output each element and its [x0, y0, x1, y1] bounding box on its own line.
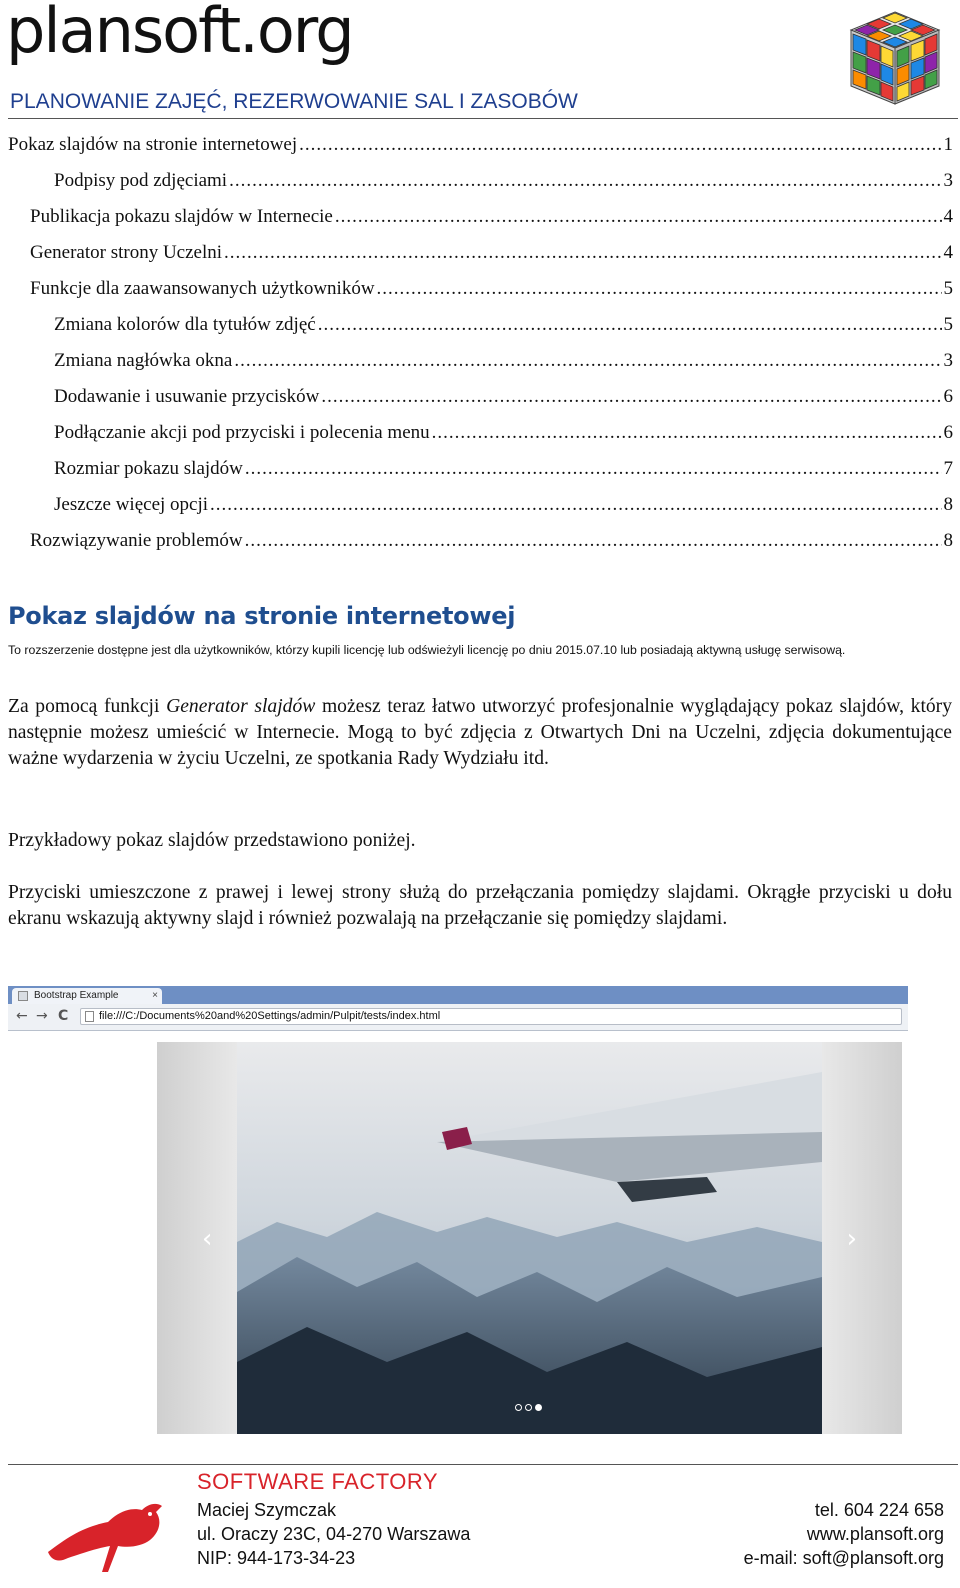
carousel-side-right: [822, 1042, 902, 1434]
toc-entry[interactable]: Podłączanie akcji pod przyciski i polecenia menu ..... 6: [54, 418, 953, 448]
page-header: [0, 0, 960, 120]
toc-entry[interactable]: Dodawanie i usuwanie przycisków ..... 6: [54, 382, 953, 412]
toc-entry[interactable]: Publikacja pokazu slajdów w Internecie ..... 4: [30, 202, 953, 232]
contact-phone: tel. 604 224 658: [814, 1500, 944, 1520]
rubiks-cube-icon: [845, 8, 945, 108]
contact-website[interactable]: www.plansoft.org: [806, 1524, 944, 1544]
tab-title: Bootstrap Example: [34, 990, 119, 1001]
toc-entry[interactable]: Zmiana nagłówka okna ..... 3: [54, 346, 953, 376]
browser-tab[interactable]: [12, 988, 162, 1004]
contact-email[interactable]: e-mail: soft@plansoft.org: [743, 1548, 944, 1568]
intro-paragraph: [8, 694, 952, 772]
slide-indicator-active[interactable]: [535, 1404, 542, 1411]
site-logo: plansoft.org: [6, 0, 353, 67]
company-name: SOFTWARE FACTORY: [197, 1469, 439, 1494]
contact-name: Maciej Szymczak: [197, 1500, 337, 1520]
example-paragraph: Przykładowy pokaz slajdów przedstawiono poniżej.: [8, 830, 416, 851]
toc-entry[interactable]: Pokaz slajdów na stronie internetowej ..... 1: [8, 130, 953, 160]
close-icon[interactable]: ×: [152, 990, 158, 1001]
url-text: file:///C:/Documents%20and%20Settings/admin/Pulpit/tests/index.html: [99, 1010, 441, 1022]
header-divider: [8, 118, 958, 119]
browser-screenshot: [8, 986, 908, 1030]
previous-slide-button[interactable]: ‹: [202, 1224, 213, 1254]
next-slide-button[interactable]: ›: [846, 1224, 857, 1254]
image-carousel: [157, 1042, 902, 1434]
section-title: Pokaz slajdów na stronie internetowej: [8, 602, 516, 630]
browser-tabstrip: [8, 986, 908, 1004]
forward-arrow-icon[interactable]: →: [36, 1008, 48, 1024]
browser-toolbar: [8, 1004, 908, 1031]
contact-address: ul. Oraczy 23C, 04-270 Warszawa: [197, 1524, 471, 1544]
generator-term: Generator slajdów: [166, 696, 316, 717]
toc-entry[interactable]: Generator strony Uczelni ..... 4: [30, 238, 953, 268]
reload-icon[interactable]: C: [58, 1008, 69, 1024]
red-bird-icon: [38, 1482, 188, 1582]
contact-nip: NIP: 944-173-34-23: [197, 1548, 356, 1568]
intro-text: Za pomocą funkcji: [8, 696, 167, 717]
toc-entry[interactable]: Jeszcze więcej opcji ..... 8: [54, 490, 953, 520]
intro-text-cont: możesz teraz łatwo utworzyć profesjonalnie wyglądający pokaz slajdów, który następnie możesz umieścić w Internecie. Mogą to być zdjęcia z Otwartych Dni na Uczelni, zdjęcia dokumentujące ważne wydarzenia w życiu Uczelni, ze spotkania Rady Wydziału itd.: [8, 696, 953, 769]
address-bar[interactable]: [80, 1008, 902, 1025]
page-icon: [18, 991, 28, 1001]
slide-indicator[interactable]: [525, 1404, 532, 1411]
footer-divider: [8, 1464, 958, 1465]
license-note: To rozszerzenie dostępne jest dla użytkowników, którzy kupili licencję lub odświeżyli licencję po dniu 2015.07.10 lub posiadają aktywną usługę serwisową.: [8, 643, 846, 657]
buttons-paragraph: Przyciski umieszczone z prawej i lewej strony służą do przełączania pomiędzy slajdami. Okrągłe przyciski u dołu ekranu wskazują aktywny slajd i również pozwalają na przełączanie się pomiędzy slajdami.: [8, 882, 952, 929]
page-icon: [85, 1011, 94, 1022]
toc-entry[interactable]: Podpisy pod zdjęciami ..... 3: [54, 166, 953, 196]
slide-indicator[interactable]: [515, 1404, 522, 1411]
toc-entry[interactable]: Rozmiar pokazu slajdów ..... 7: [54, 454, 953, 484]
toc-entry[interactable]: Zmiana kolorów dla tytułów zdjęć ..... 5: [54, 310, 953, 340]
slide-indicators: [515, 1404, 542, 1411]
carousel-side-left: [157, 1042, 237, 1434]
toc-entry[interactable]: Funkcje dla zaawansowanych użytkowników ..... 5: [30, 274, 953, 304]
airplane-wing-photo: [237, 1042, 822, 1434]
site-tagline: PLANOWANIE ZAJĘĆ, REZERWOWANIE SAL I ZASOBÓW: [10, 90, 578, 113]
back-arrow-icon[interactable]: ←: [16, 1008, 28, 1024]
toc-entry[interactable]: Rozwiązywanie problemów ..... 8: [30, 526, 953, 556]
